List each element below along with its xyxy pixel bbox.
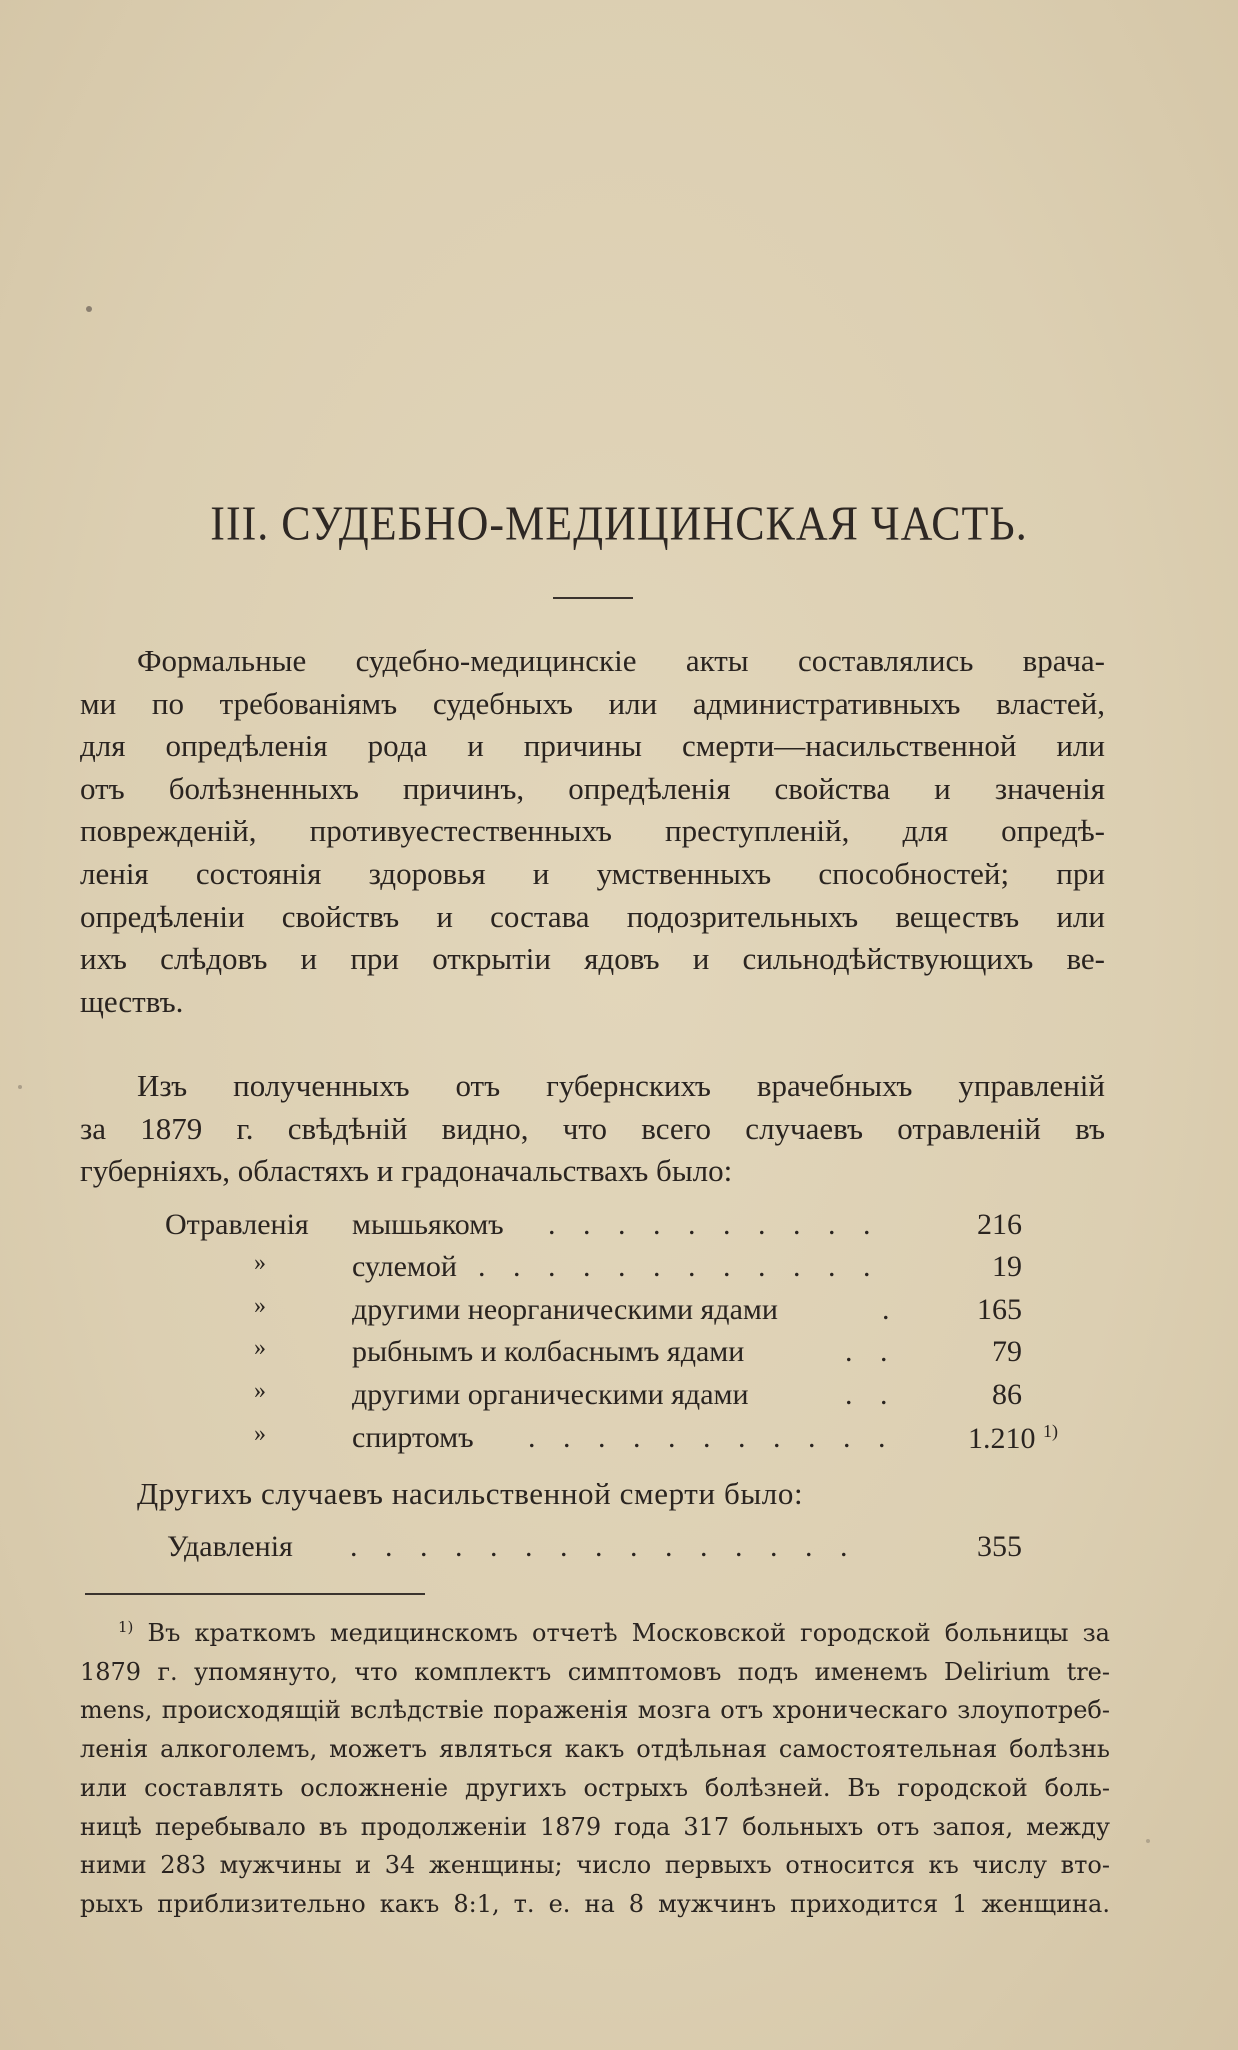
list-item-label: спиртомъ [352, 1421, 474, 1454]
list-item [0, 1293, 1238, 1335]
leader-dots: . . [845, 1335, 898, 1368]
list-item [0, 1421, 1238, 1463]
footnote-line [80, 1608, 1110, 1653]
paragraph-forensic-acts [80, 640, 1105, 1023]
text-line: для опредѣленія рода и причины смерти—насильственной или [80, 728, 1105, 764]
ditto-mark: » [254, 1335, 266, 1361]
text-line: ществъ. [80, 983, 184, 1019]
title-divider [553, 597, 633, 599]
text-line: ихъ слѣдовъ и при открытіи ядовъ и сильнодѣйствующихъ ве- [80, 941, 1105, 977]
paragraph-poisoning-stats [80, 1065, 1105, 1193]
list-item [0, 1208, 1238, 1250]
text-line: поврежденій, противуестественныхъ преступленій, для опредѣ- [80, 813, 1105, 849]
leader-dots: . . . . . . . . . . . . [478, 1250, 881, 1283]
text-line: губерніяхъ, областяхъ и градоначальствахъ было: [80, 1153, 733, 1189]
list-item [0, 1530, 1238, 1572]
ditto-mark: » [254, 1293, 266, 1319]
paper-speck [1146, 1839, 1150, 1843]
text-line: Изъ полученныхъ отъ губернскихъ врачебныхъ управленій [137, 1068, 1105, 1103]
footnote-line: 1879 г. упомянуто, что комплектъ симптомовъ подъ именемъ Delirium tre- [80, 1657, 1110, 1686]
footnote-ref: 1) [1043, 1421, 1058, 1441]
text-line: Формальные судебно-медицинскіе акты составлялись врача- [137, 643, 1105, 678]
list-item-label: Удавленія [167, 1530, 293, 1563]
other-deaths-heading: Другихъ случаевъ насильственной смерти было: [137, 1476, 804, 1511]
list-item-value: 19 [992, 1250, 1022, 1283]
section-title: III. СУДЕБНО-МЕДИЦИНСКАЯ ЧАСТЬ. [210, 496, 1028, 551]
list-item [0, 1250, 1238, 1292]
ditto-mark: » [254, 1421, 266, 1447]
leader-dots: . . . . . . . . . . . [528, 1421, 896, 1454]
footnote-line: ними 283 мужчины и 34 женщины; число первыхъ относится къ числу вто- [80, 1851, 1110, 1880]
ditto-mark: » [254, 1250, 266, 1276]
text-line: ленія состоянія здоровья и умственныхъ способностей; при [80, 855, 1105, 891]
list-item-label: другими органическими ядами [352, 1378, 749, 1411]
list-item-value: 86 [992, 1378, 1022, 1411]
footnote [80, 1608, 1110, 1924]
list-item-label: мышьякомъ [352, 1208, 504, 1241]
leader-dots: . . [845, 1378, 898, 1411]
list-item [0, 1335, 1238, 1377]
list-item-value: 216 [977, 1208, 1022, 1241]
text-line: отъ болѣзненныхъ причинъ, опредѣленія свойства и значенія [80, 770, 1105, 806]
footnote-divider [85, 1593, 425, 1595]
footnote-line: mens, происходящій вслѣдствіе пораженія мозга отъ хроническаго злоупотреб- [80, 1696, 1110, 1725]
footnote-line: ленія алкоголемъ, можетъ являться какъ отдѣльная самостоятельная болѣзнь [80, 1735, 1110, 1764]
leader-dots: . [882, 1293, 900, 1326]
paper-speck [18, 1085, 22, 1089]
text-line: за 1879 г. свѣдѣній видно, что всего случаевъ отравленій въ [80, 1110, 1105, 1146]
list-item-value: 79 [992, 1335, 1022, 1368]
list-item-value: 165 [977, 1293, 1022, 1326]
text-line: ми по требованіямъ судебныхъ или административныхъ властей, [80, 685, 1105, 721]
footnote-text: Въ краткомъ медицинскомъ отчетѣ Московской городской больницы за [147, 1619, 1110, 1647]
list-lead-label: Отравленія [165, 1208, 309, 1241]
footnote-marker: 1) [118, 1618, 134, 1636]
list-item-label: сулемой [352, 1250, 457, 1283]
leader-dots: . . . . . . . . . . [548, 1208, 881, 1241]
text-line: опредѣленіи свойствъ и состава подозрительныхъ веществъ или [80, 898, 1105, 934]
footnote-line: рыхъ приблизительно какъ 8:1, т. е. на 8 мужчинъ приходится 1 женщина. [80, 1889, 1110, 1918]
list-item-label: другими неорганическими ядами [352, 1293, 778, 1326]
leader-dots: . . . . . . . . . . . . . . . [350, 1530, 858, 1563]
list-item-value: 355 [977, 1530, 1022, 1563]
list-item-value [968, 1421, 1058, 1456]
list-item-label: рыбнымъ и колбаснымъ ядами [352, 1335, 745, 1368]
list-item [0, 1378, 1238, 1420]
ditto-mark: » [254, 1378, 266, 1404]
value-number: 1.210 [968, 1422, 1036, 1455]
footnote-line: или составлять осложненіе другихъ острыхъ болѣзней. Въ городской боль- [80, 1773, 1110, 1802]
paper-speck [86, 306, 92, 312]
footnote-line: ницѣ перебывало въ продолженіи 1879 года 317 больныхъ отъ запоя, между [80, 1812, 1110, 1841]
